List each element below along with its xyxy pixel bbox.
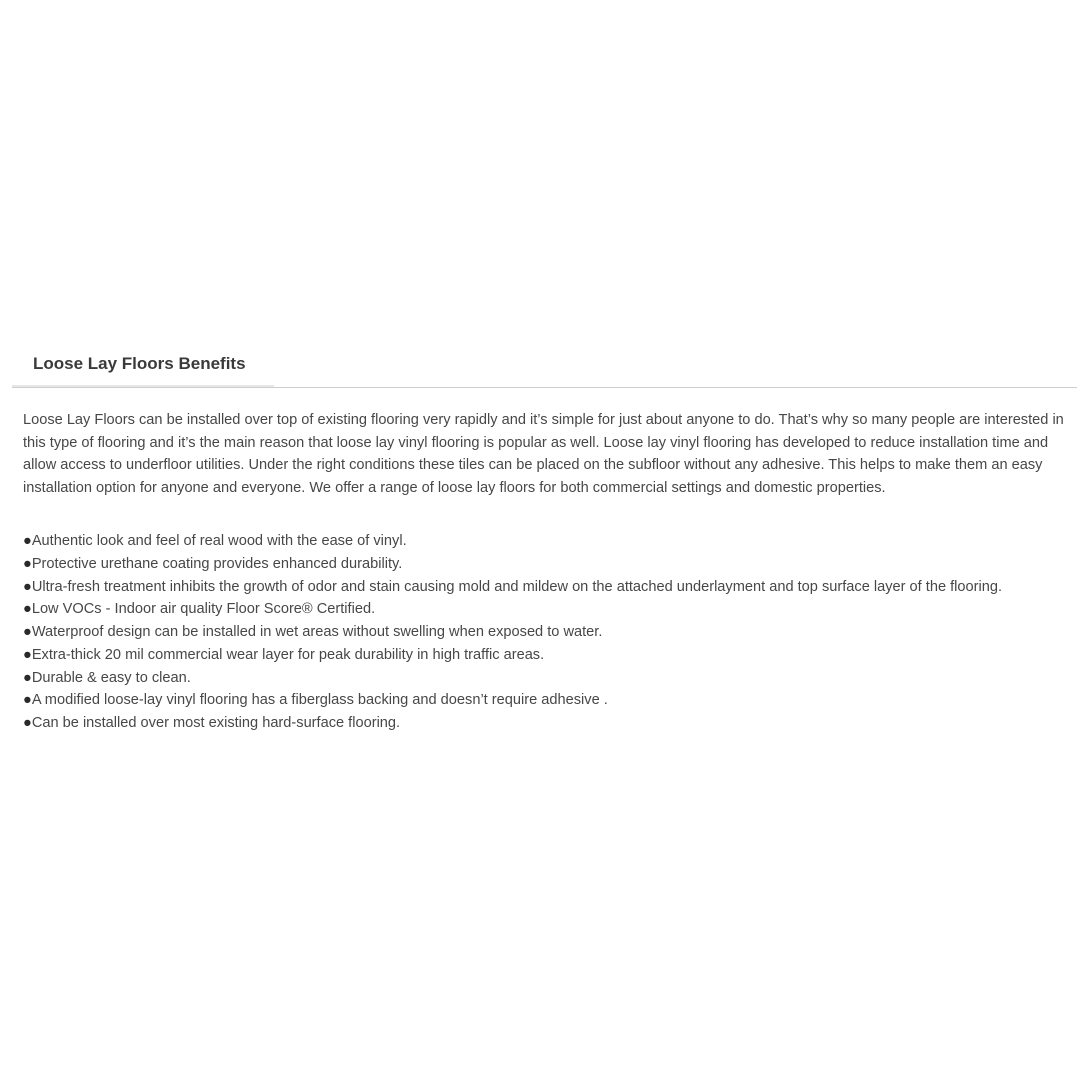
list-item: [23, 621, 1075, 644]
list-item: [23, 576, 1075, 599]
list-item: [23, 644, 1075, 667]
benefits-section: [12, 344, 1077, 731]
list-item: [23, 530, 1075, 553]
bullet-icon: ●: [23, 692, 32, 709]
intro-paragraph: Loose Lay Floors can be installed over top of existing flooring very rapidly and it’s simple for just about anyone to do. That’s why so many people are interested in this type of flooring and it’s the main reason that loose lay vinyl flooring is popular as well. Loose lay vinyl flooring has developed to reduce installation time and allow access to underfloor utilities. Under the right conditions these tiles can be placed on the subfloor without any adhesive. This helps to make them an easy installation option for anyone and everyone. We offer a range of loose lay floors for both commercial settings and domestic properties.: [23, 412, 1064, 497]
bullet-icon: ●: [23, 669, 32, 686]
bullet-icon: ●: [23, 556, 32, 573]
benefits-list: [23, 530, 1075, 734]
bullet-icon: ●: [23, 624, 32, 641]
bullet-icon: ●: [23, 646, 32, 663]
list-item: [23, 689, 1075, 712]
bullet-icon: ●: [23, 714, 32, 731]
list-item-text: Protective urethane coating provides enhanced durability.: [31, 556, 403, 573]
list-item-text: Can be installed over most existing hard-surface flooring.: [31, 714, 401, 731]
list-item: [23, 598, 1075, 621]
tab-content: [23, 409, 1075, 735]
list-item: [23, 553, 1075, 576]
list-item: [23, 667, 1075, 690]
bullet-icon: ●: [23, 578, 32, 595]
list-item-text: Authentic look and feel of real wood with the ease of vinyl.: [31, 533, 407, 550]
list-item-text: Extra-thick 20 mil commercial wear layer for peak durability in high traffic areas.: [31, 646, 545, 663]
tab-loose-lay-floors-benefits[interactable]: [12, 344, 274, 387]
list-item: [23, 712, 1075, 735]
list-item-text: Durable & easy to clean.: [31, 669, 191, 686]
list-item-text: A modified loose-lay vinyl flooring has a fiberglass backing and doesn’t require adhesive .: [31, 692, 608, 709]
bullet-icon: ●: [23, 533, 32, 550]
tab-title: Loose Lay Floors Benefits: [33, 354, 246, 373]
tab-bar: [12, 344, 1077, 388]
list-item-text: Low VOCs - Indoor air quality Floor Score® Certified.: [31, 601, 376, 618]
list-item-text: Ultra-fresh treatment inhibits the growth of odor and stain causing mold and mildew on the attached underlayment and top surface layer of the flooring.: [31, 578, 1003, 595]
bullet-icon: ●: [23, 601, 32, 618]
list-item-text: Waterproof design can be installed in wet areas without swelling when exposed to water.: [31, 624, 603, 641]
